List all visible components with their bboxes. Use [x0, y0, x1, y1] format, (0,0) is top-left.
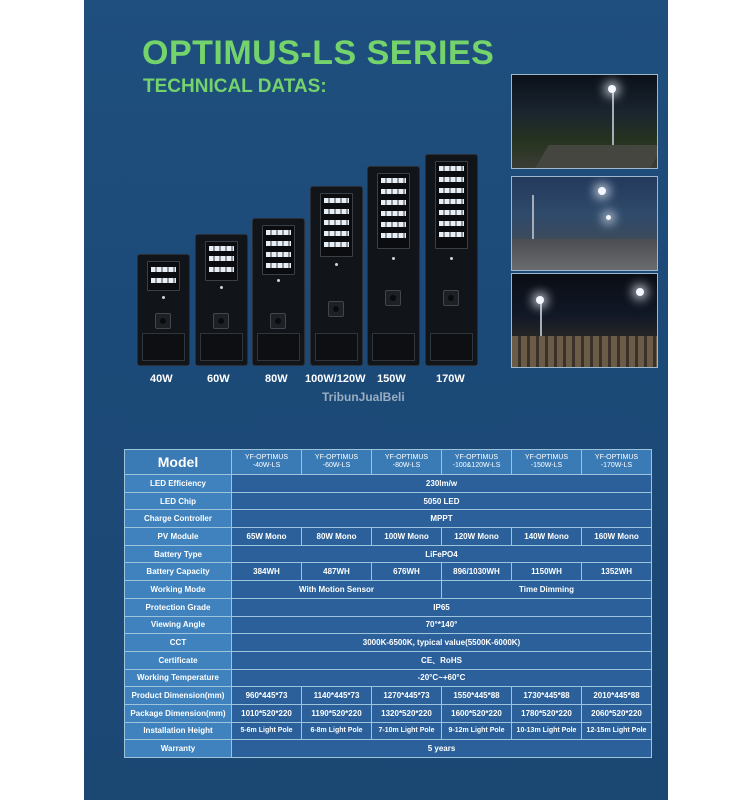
model-name: YF-OPTIMUS -60W-LS: [302, 450, 372, 475]
row-value: 7-10m Light Pole: [372, 722, 442, 740]
wattage-label: 40W: [150, 373, 173, 385]
row-value: With Motion Sensor: [232, 581, 442, 599]
row-label: CCT: [125, 634, 232, 652]
row-value: 80W Mono: [302, 528, 372, 546]
model-header: Model: [125, 450, 232, 475]
model-name: YF-OPTIMUS -170W-LS: [582, 450, 652, 475]
table-header-row: [125, 450, 652, 475]
table-row: [125, 616, 652, 634]
model-name: YF-OPTIMUS -80W-LS: [372, 450, 442, 475]
row-label: PV Module: [125, 528, 232, 546]
row-value: 1600*520*220: [442, 704, 512, 722]
page-title: OPTIMUS-LS SERIES: [142, 34, 495, 72]
row-value: 3000K-6500K, typical value(5500K-6000K): [232, 634, 652, 652]
table-row: [125, 545, 652, 563]
row-value: 6-8m Light Pole: [302, 722, 372, 740]
row-value: 1140*445*73: [302, 687, 372, 705]
row-value: 120W Mono: [442, 528, 512, 546]
row-value: 2010*445*88: [582, 687, 652, 705]
model-name: YF-OPTIMUS -40W-LS: [232, 450, 302, 475]
table-row: [125, 598, 652, 616]
table-row: [125, 563, 652, 581]
light-150w: [367, 166, 420, 366]
row-label: Working Temperature: [125, 669, 232, 687]
row-label: Charge Controller: [125, 510, 232, 528]
table-row: [125, 528, 652, 546]
table-row: [125, 634, 652, 652]
table-row: [125, 740, 652, 758]
table-row: [125, 475, 652, 493]
row-value: 10-13m Light Pole: [512, 722, 582, 740]
row-value: 896/1030WH: [442, 563, 512, 581]
row-value: 1320*520*220: [372, 704, 442, 722]
row-label: LED Efficiency: [125, 475, 232, 493]
row-value: 9-12m Light Pole: [442, 722, 512, 740]
table-row: [125, 704, 652, 722]
row-value: LiFePO4: [232, 545, 652, 563]
row-value: 12-15m Light Pole: [582, 722, 652, 740]
watermark: TribunJualBeli: [322, 390, 405, 404]
row-value: CE、RoHS: [232, 651, 652, 669]
model-name: YF-OPTIMUS -100&120W-LS: [442, 450, 512, 475]
light-40w: [137, 254, 190, 366]
row-label: Battery Type: [125, 545, 232, 563]
row-label: Product Dimension(mm): [125, 687, 232, 705]
row-value: 5050 LED: [232, 492, 652, 510]
row-value: 384WH: [232, 563, 302, 581]
row-value: 5-6m Light Pole: [232, 722, 302, 740]
wattage-label: 60W: [207, 373, 230, 385]
row-value: 100W Mono: [372, 528, 442, 546]
light-60w: [195, 234, 248, 366]
table-row: [125, 722, 652, 740]
row-value: 676WH: [372, 563, 442, 581]
light-100w-120w: [310, 186, 363, 366]
row-value: 5 years: [232, 740, 652, 758]
table-row: [125, 651, 652, 669]
row-value: -20°C~+60°C: [232, 669, 652, 687]
row-label: Battery Capacity: [125, 563, 232, 581]
light-170w: [425, 154, 478, 366]
row-value: 1190*520*220: [302, 704, 372, 722]
row-label: Certificate: [125, 651, 232, 669]
row-value: 160W Mono: [582, 528, 652, 546]
table-row: [125, 687, 652, 705]
row-value: 1550*445*88: [442, 687, 512, 705]
row-label: Viewing Angle: [125, 616, 232, 634]
model-name: YF-OPTIMUS -150W-LS: [512, 450, 582, 475]
table-row: [125, 669, 652, 687]
wattage-label: 100W/120W: [305, 373, 366, 385]
row-label: Protection Grade: [125, 598, 232, 616]
row-label: Package Dimension(mm): [125, 704, 232, 722]
fenced-lot-photo: [511, 273, 658, 368]
light-80w: [252, 218, 305, 366]
row-value: MPPT: [232, 510, 652, 528]
row-value: 1010*520*220: [232, 704, 302, 722]
row-value: 230lm/w: [232, 475, 652, 493]
row-label: Installation Height: [125, 722, 232, 740]
table-row: [125, 510, 652, 528]
row-value: IP65: [232, 598, 652, 616]
row-label: Working Mode: [125, 581, 232, 599]
row-label: LED Chip: [125, 492, 232, 510]
wattage-label: 80W: [265, 373, 288, 385]
right-margin: [668, 0, 753, 800]
row-value: 2060*520*220: [582, 704, 652, 722]
table-row: [125, 581, 652, 599]
spec-table: [124, 449, 652, 758]
page-subtitle: TECHNICAL DATAS:: [143, 76, 327, 97]
row-value: 1352WH: [582, 563, 652, 581]
row-value: 70°*140°: [232, 616, 652, 634]
wattage-label: 170W: [436, 373, 465, 385]
row-value: 140W Mono: [512, 528, 582, 546]
row-label: Warranty: [125, 740, 232, 758]
wattage-label: 150W: [377, 373, 406, 385]
table-row: [125, 492, 652, 510]
night-park-road-photo: [511, 74, 658, 169]
row-value: 1730*445*88: [512, 687, 582, 705]
row-value: 1150WH: [512, 563, 582, 581]
row-value: Time Dimming: [442, 581, 652, 599]
row-value: 1780*520*220: [512, 704, 582, 722]
row-value: 960*445*73: [232, 687, 302, 705]
street-road-photo: [511, 176, 658, 271]
row-value: 1270*445*73: [372, 687, 442, 705]
row-value: 487WH: [302, 563, 372, 581]
row-value: 65W Mono: [232, 528, 302, 546]
